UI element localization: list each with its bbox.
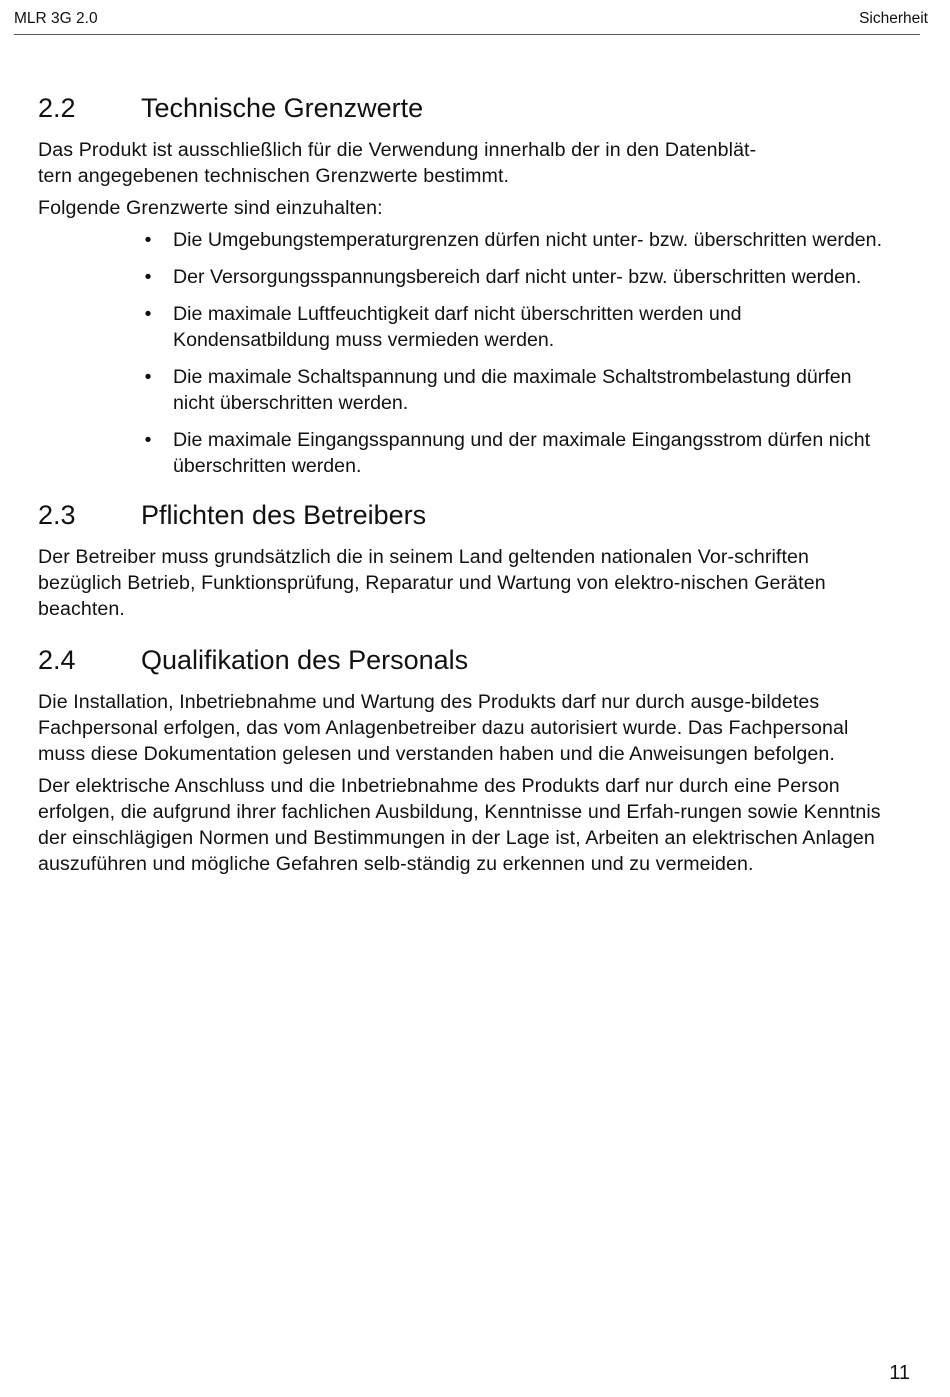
paragraph: Folgende Grenzwerte sind einzuhalten: — [38, 197, 383, 219]
section-title: Pflichten des Betreibers — [141, 500, 427, 530]
paragraph: Der Betreiber muss grundsätzlich die in seinem Land geltenden nationalen Vor-schriften bezüglich Betrieb, Funktionsprüfung, Reparatur und Wartung von elektro-nischen Geräten beachten. — [38, 546, 826, 620]
section-heading — [38, 497, 898, 533]
page-number: 11 — [889, 1362, 910, 1384]
section-qualifikation-des-personals — [38, 642, 898, 877]
bullet-icon: • — [144, 266, 152, 288]
section-pflichten-des-betreibers — [38, 497, 898, 622]
section-title: Technische Grenzwerte — [141, 93, 424, 123]
list-item-text: Die maximale Luftfeuchtigkeit darf nicht überschritten werden und Kondensatbildung muss vermieden werden. — [173, 303, 742, 351]
list-item — [38, 364, 898, 416]
section-number: 2.2 — [38, 93, 76, 123]
list-item-text: Der Versorgungsspannungsbereich darf nicht unter- bzw. überschritten werden. — [173, 266, 862, 288]
section-heading — [38, 90, 898, 126]
bullet-icon: • — [144, 366, 152, 388]
limits-list — [38, 227, 898, 479]
list-item-text: Die maximale Eingangsspannung und der maximale Eingangsstrom dürfen nicht überschritten werden. — [173, 429, 871, 477]
section-number: 2.4 — [38, 645, 76, 675]
section-technische-grenzwerte — [38, 90, 898, 479]
paragraph: Das Produkt ist ausschließlich für die Verwendung innerhalb der in den Datenblät- tern angegebenen technischen Grenzwerte bestimmt. — [38, 139, 757, 187]
bullet-icon: • — [144, 229, 152, 251]
list-item — [38, 227, 898, 253]
document-title: MLR 3G 2.0 — [14, 10, 98, 27]
page-header — [14, 8, 928, 35]
list-item-text: Die Umgebungstemperaturgrenzen dürfen nicht unter- bzw. überschritten werden. — [173, 229, 883, 251]
page-content — [38, 90, 898, 883]
section-title: Qualifikation des Personals — [141, 645, 469, 675]
paragraph: Der elektrische Anschluss und die Inbetriebnahme des Produkts darf nur durch eine Person erfolgen, die aufgrund ihrer fachlichen Ausbildung, Kenntnisse und Erfah-rungen sowie Kenntnis der einschlägigen Normen und Bestimmungen in der Lage ist, Arbeiten an elektrischen Anlagen auszuführen und mögliche Gefahren selb-ständig zu erkennen und zu vermeiden. — [38, 775, 881, 875]
bullet-icon: • — [144, 429, 152, 451]
chapter-title: Sicherheit — [859, 10, 928, 27]
section-number: 2.3 — [38, 500, 76, 530]
paragraph: Die Installation, Inbetriebnahme und Wartung des Produkts darf nur durch ausge-bildetes Fachpersonal erfolgen, das vom Anlagenbetreiber dazu autorisiert wurde. Das Fachpersonal muss diese Dokumentation gelesen und verstanden haben und die Anweisungen befolgen. — [38, 691, 849, 765]
list-item — [38, 301, 898, 353]
list-item — [38, 264, 898, 290]
list-item — [38, 427, 898, 479]
list-item-text: Die maximale Schaltspannung und die maximale Schaltstrombelastung dürfen nicht überschritten werden. — [173, 366, 852, 414]
section-heading — [38, 642, 898, 678]
bullet-icon: • — [144, 303, 152, 325]
